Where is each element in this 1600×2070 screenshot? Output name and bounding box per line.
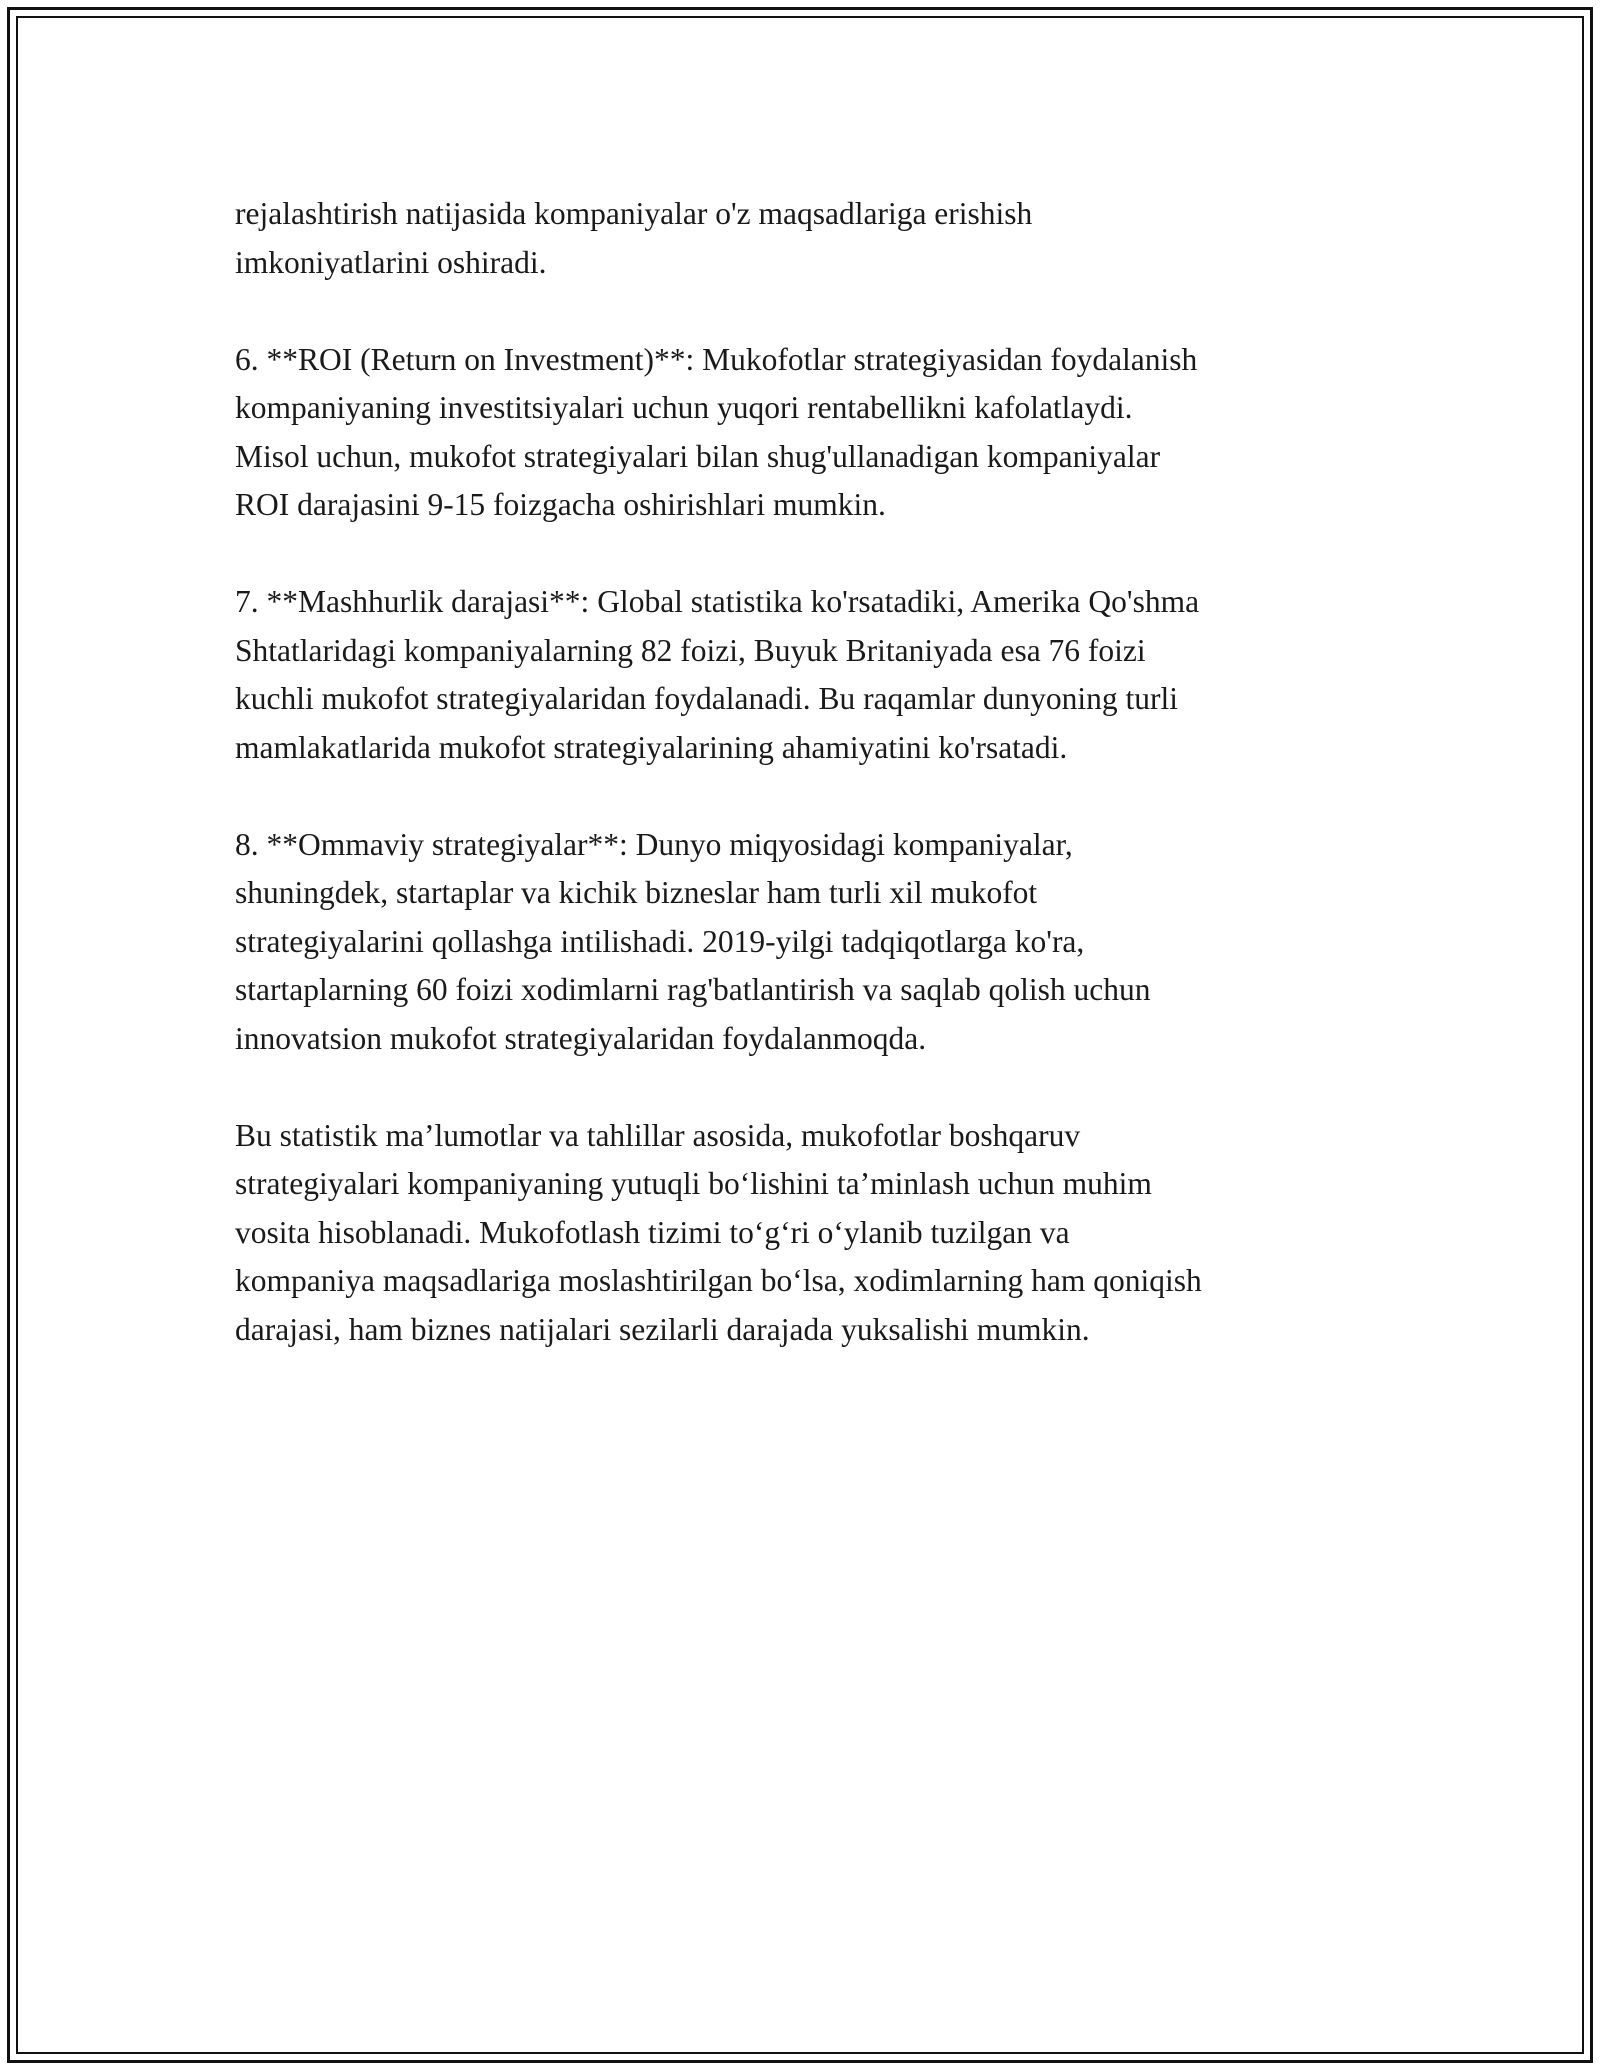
paragraph-popularity: 7. **Mashhurlik darajasi**: Global statistika ko'rsatadiki, Amerika Qo'shma Shtatlaridagi kompaniyalarning 82 foizi, Buyuk Britaniyada esa 76 foizi kuchli mukofot strategiyalaridan foydalanadi. Bu raqamlar dunyoning turli mamlakatlarida mukofot strategiyalarining ahamiyatini ko'rsatadi. bbox=[235, 584, 1200, 765]
paragraph-conclusion: Bu statistik ma’lumotlar va tahlillar asosida, mukofotlar boshqaruv strategiyalari kompaniyaning yutuqli bo‘lishini ta’minlash uchun muhim vosita hisoblanadi. Mukofotlash tizimi to‘g‘ri o‘ylanib tuzilgan va kompaniya maqsadlariga moslashtirilgan bo‘lsa, xodimlarning ham qoniqish darajasi, ham biznes natijalari sezilarli darajada yuksalishi mumkin. bbox=[235, 1117, 1202, 1347]
paragraph-roi: 6. **ROI (Return on Investment)**: Mukofotlar strategiyasidan foydalanish kompaniyaning investitsiyalari uchun yuqori rentabellikni kafolatlaydi. Misol uchun, mukofot strategiyalari bilan shug'ullanadigan kompaniyalar ROI darajasini 9-15 foizgacha oshirishlari mumkin. bbox=[235, 341, 1198, 522]
paragraph-mass-strategies: 8. **Ommaviy strategiyalar**: Dunyo miqyosidagi kompaniyalar, shuningdek, startaplar va kichik bizneslar ham turli xil mukofot strategiyalarini qollashga intilishadi. 2019-yilgi tadqiqotlarga ko'ra, startaplarning 60 foizi xodimlarni rag'batlantirish va saqlab qolish uchun innovatsion mukofot strategiyalaridan foydalanmoqda. bbox=[235, 826, 1151, 1056]
paragraph-continuation: rejalashtirish natijasida kompaniyalar o'z maqsadlariga erishish imkoniyatlarini oshiradi. bbox=[235, 196, 1033, 280]
document-body bbox=[235, 190, 1395, 1403]
